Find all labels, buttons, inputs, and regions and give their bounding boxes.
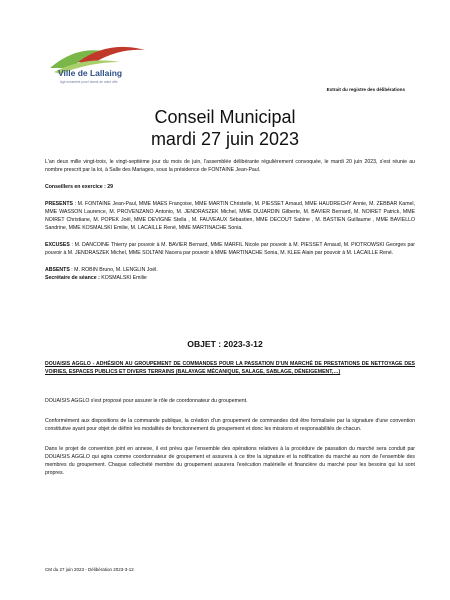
paragraph-3: Dans le projet de convention joint en annexe, il est prévu que l'ensemble des opérations relatives à la procédure de passation du marché sera conduit par DOUAISIS AGGLO qui agira comme coordonnateur de groupement et assurera à ce titre la signature et la notification du marché au nom de l'ensemble des membres du groupement. Chaque collectivité membre du groupement assurera l'exécution matérielle et financière du marché pour les besoins qui lui sont propres.	[45, 446, 415, 476]
deliberation-heading: DOUAISIS AGGLO - ADHÉSION AU GROUPEMENT DE COMMANDES POUR LA PASSATION D'UN MARCHÉ DE PRESTATIONS DE NETTOYAGE DES VOIRIES, ESPACES PUBLICS ET DIVERS TERRAINS (BALAYAGE MÉCANIQUE, SALAGE, SABLAGE, DÉNEIGEMENT,…)	[45, 361, 415, 375]
presents-list: : M. FONTAINE Jean-Paul, MME MAES Françoise, MME MARTIN Christelle, M. PIESSET Arnaud, MME HAUDRECHY Annie, M. ZEBBAR Kamel, MME WASSON Laurence, M. PROVENZANO Antonio, M. JENDRASZEK Michel, MME DUJARDIN Gilberte, M. BAVIER Bernard, M. NOIRET Patrick, MME NOIRET Christiane, M. POPEK Joël, MME DEVIGNE Stella , M. FAUVEAUX Sébastien, MME DECOUT Sabine , M. BASTIEN Guillaume , MME BAVIELLO Sandrine, MME KOSMALSKI Emilie, M. LACAILLE René, MME MARTINACHE Sonia.	[45, 201, 415, 231]
title-line-2: mardi 27 juin 2023	[150, 129, 300, 149]
title-line-1: Conseil Municipal	[154, 107, 296, 127]
absents-label: ABSENTS	[45, 267, 70, 273]
page-footer: CM du 27 juin 2023 - Délibération 2023-3-12	[45, 567, 134, 572]
logo-name: Ville de Lallaing	[58, 68, 123, 78]
secretaire-name: KOSMALSKI Emilie	[99, 275, 147, 281]
paragraph-2: Conformément aux dispositions de la commande publique, la création d'un groupement de commandes doit être formalisée par la signature d'une convention constitutive ayant pour objet de définir les modalités de fonctionnement du groupement et donc les missions et responsabilités de chacun.	[45, 418, 415, 432]
paragraph-1: DOUAISIS AGGLO s'est proposé pour assurer le rôle de coordonnateur du groupement.	[45, 398, 248, 404]
excuses-label: EXCUSES	[45, 242, 70, 248]
presents-label: PRESENTS	[45, 201, 73, 207]
city-logo	[40, 40, 160, 112]
presents-paragraph	[45, 200, 415, 232]
extract-label: Extrait du registre des délibérations	[326, 87, 405, 92]
secretaire-label: Secrétaire de séance :	[45, 275, 100, 281]
objet-title: OBJET : 2023-3-12	[187, 339, 263, 349]
conseillers-count: Conseillers en exercice : 29	[45, 184, 114, 190]
excuses-list: : M. DANCOINE Thierry par pouvoir à M. BAVIER Bernard, MME MARFIL Nicole par pouvoir à M. PIESSET Arnaud, M. PIOTROWSKI Georges par pouvoir à M. JENDRASZEK Michel, MME SOLTANI Nacera par pouvoir à MME MARTINACHE Sonia, M. KLEE Alain par pouvoir à M. LACAILLE René.	[45, 242, 415, 256]
excuses-paragraph	[45, 241, 415, 257]
absents-paragraph	[45, 266, 415, 282]
deliberation-body	[45, 397, 415, 489]
intro-paragraph: L'an deux mille vingt-trois, le vingt-septième jour du mois de juin, l'assemblée délibérante régulièrement convoquée, le mardi 20 juin 2023, s'est réunie au nombre prescrit par la loi, à Salle des Mariages, sous la présidence de FONTAINE Jean-Paul.	[45, 159, 415, 173]
absents-list: : M. ROBIN Bruno, M. LENGLIN Joël.	[69, 267, 158, 273]
session-details	[45, 158, 415, 282]
page-title	[0, 106, 450, 150]
logo-tagline: Agir ensemble pour l'avenir de notre ville	[60, 80, 118, 84]
